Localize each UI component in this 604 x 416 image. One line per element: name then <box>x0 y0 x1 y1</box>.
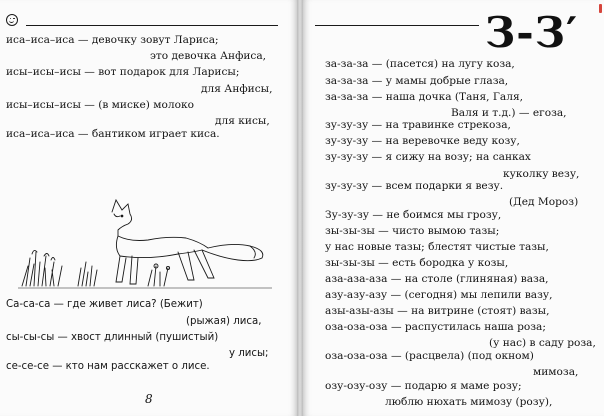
text-line: Са-са-са — где живет лиса? (Бежит) <box>6 299 203 310</box>
left-page <box>0 0 297 416</box>
text-line: иса–иса–иса — бантиком играет киса. <box>6 128 220 140</box>
text-line: для кисы, <box>215 115 270 127</box>
text-line: се-се-се — кто нам расскажет о лисе. <box>6 361 210 372</box>
text-line: исы–исы–исы — (в миске) молоко <box>6 99 195 111</box>
text-line: у нас новые тазы; блестят чистые тазы, <box>325 241 549 253</box>
text-line: Зу-зу-зу — не боимся мы грозу, <box>325 209 502 221</box>
text-line: зу-зу-зу — всем подарки я везу. <box>325 180 504 192</box>
text-line: (Дед Мороз) <box>509 196 579 208</box>
text-line: у лисы; <box>229 348 269 359</box>
page-number: 8 <box>145 392 153 406</box>
text-line: (рыжая) лиса, <box>186 316 262 327</box>
text-line: исы–исы–исы — вот подарок для Ларисы; <box>6 66 240 78</box>
header-rule <box>315 25 479 26</box>
text-line: за-за-за — у мамы добрые глаза, <box>325 75 509 87</box>
text-line: иса–иса–иса — девочку зовут Лариса; <box>6 34 219 46</box>
text-line: зу-зу-зу — на травинке стрекоза, <box>325 119 511 131</box>
text-line: для Анфисы, <box>201 83 273 95</box>
page-marker <box>599 4 602 13</box>
text-line: азу-азу-азу — (сегодня) мы лепили вазу, <box>325 289 553 301</box>
text-line: аза-аза-аза — на столе (глиняная) ваза, <box>325 273 549 285</box>
text-line: азы-азы-азы — на витрине (стоят) вазы, <box>325 305 550 317</box>
text-line: за-за-за — (пасется) на лугу коза, <box>325 58 515 70</box>
text-line: за-за-за — наша дочка (Таня, Галя, <box>325 91 523 103</box>
text-line: куколку везу, <box>503 168 580 180</box>
text-line: Валя и т.д.) — егоза, <box>451 107 567 119</box>
text-line: зы-зы-зы — чисто вымою тазы; <box>325 225 500 237</box>
text-line: (у нас) в саду роза, <box>489 337 596 349</box>
fox-illustration <box>18 196 272 292</box>
text-line: люблю нюхать мимозу (розу), <box>385 396 553 408</box>
text-line: зу-зу-зу — я сижу на возу; на санках <box>325 151 531 163</box>
header-rule <box>26 25 278 26</box>
text-line: оза-оза-оза — (расцвела) (под окном) <box>325 350 534 362</box>
text-line: оза-оза-оза — распустилась наша роза; <box>325 321 546 333</box>
text-line: озу-озу-озу — подарю я маме розу; <box>325 380 522 392</box>
text-line: мимоза, <box>533 366 579 378</box>
page-heading: З-З′ <box>485 8 579 57</box>
text-line: зу-зу-зу — на веревочке веду козу, <box>325 135 520 147</box>
smiley-icon <box>6 14 18 26</box>
right-page <box>303 0 604 416</box>
text-line: зы-зы-зы — есть бородка у козы, <box>325 257 509 269</box>
text-line: сы-сы-сы — хвост длинный (пушистый) <box>6 332 219 343</box>
text-line: это девочка Анфиса, <box>150 50 267 62</box>
